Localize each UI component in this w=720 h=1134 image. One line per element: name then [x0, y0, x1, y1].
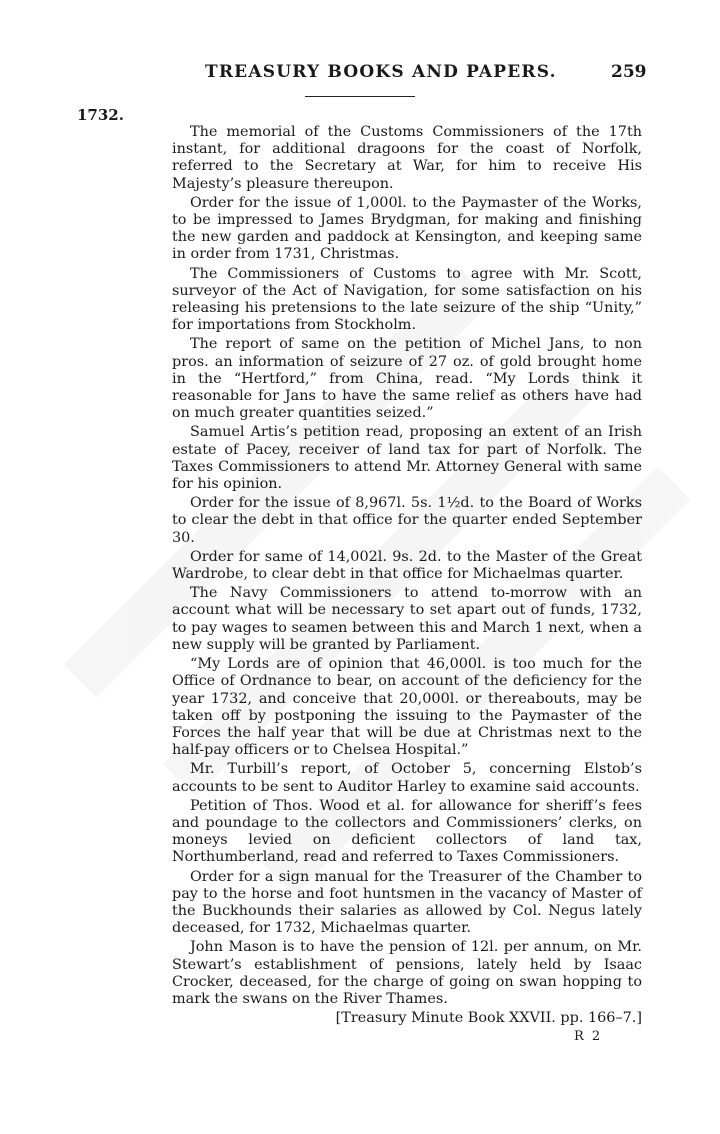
header-rule — [305, 96, 415, 97]
paragraph: The Commissioners of Customs to agree with Mr. Scott, surveyor of the Act of Navigation, for some satisfaction on his releasing his pretensions to the late seizure of the ship “Unity,” for importations from Stockholm. — [172, 265, 642, 334]
running-title: TREASURY BOOKS AND PAPERS. — [205, 62, 557, 82]
paragraph: Order for the issue of 8,967l. 5s. 1½d. to the Board of Works to clear the debt in that office for the quarter ended September 30. — [172, 495, 642, 546]
paragraph: The Navy Commissioners to attend to-morrow with an account what will be necessary to set apart out of funds, 1732, to pay wages to seamen between this and March 1 next, when a new supply will be granted by Parliament. — [172, 585, 642, 653]
paragraph: Order for a sign manual for the Treasurer of the Chamber to pay to the horse and foot huntsmen in the vacancy of Master of the Buckhounds their salaries as allowed by Col. Negus lately deceased, for 1732, Michaelmas quarter. — [172, 868, 642, 937]
paragraph: Petition of Thos. Wood et al. for allowance for sheriff’s fees and poundage to the collectors and Commissioners’ clerks, on moneys levied on deficient collectors of land tax, Northumberland, read and referred to Taxes Commissioners. — [172, 797, 642, 866]
paragraph: The memorial of the Customs Commissioners of the 17th instant, for additional dragoons for the coast of Norfolk, referred to the Secretary at War, for him to receive His Majesty’s pleasure thereupon. — [172, 124, 642, 192]
paragraph: John Mason is to have the pension of 12l. per annum, on Mr. Stewart’s establishment of pensions, lately held by Isaac Crocker, deceased, for the charge of going on swan hopping to mark the swans on the River Thames. — [172, 939, 642, 1007]
paragraph: Samuel Artis’s petition read, proposing an extent of an Irish estate of Pacey, receiver of land tax for part of Norfolk. The Taxes Commissioners to attend Mr. Attorney General with same for his opinion. — [172, 424, 642, 493]
paragraph: “My Lords are of opinion that 46,000l. is too much for the Office of Ordnance to bear, on account of the deficiency for the year 1732, and conceive that 20,000l. or thereabouts, may be taken off by postponing the issuing to the Paymaster of the Forces the half year that will be due at Christmas next to the half-pay officers or to Chelsea Hospital.” — [172, 656, 642, 759]
page-number: 259 — [611, 62, 647, 82]
paragraph: Mr. Turbill’s report, of October 5, concerning Elstob’s accounts to be sent to Auditor Harley to examine said accounts. — [172, 761, 642, 795]
body-text — [172, 124, 642, 1027]
signature-mark: R 2 — [574, 1029, 603, 1044]
paragraph: Order for same of 14,002l. 9s. 2d. to the Master of the Great Wardrobe, to clear debt in that office for Michaelmas quarter. — [172, 548, 642, 583]
page-header — [0, 62, 720, 86]
source-citation: [Treasury Minute Book XXVII. pp. 166–7.] — [335, 1010, 642, 1027]
year-label: 1732. — [77, 106, 124, 124]
paragraph: Order for the issue of 1,000l. to the Paymaster of the Works, to be impressed to James Brydgman, for making and finishing the new garden and paddock at Kensington, and keeping same in order from 1731, Christmas. — [172, 194, 642, 263]
paragraph: The report of same on the petition of Michel Jans, to non pros. an information of seizure of 27 oz. of gold brought home in the “Hertford,” from China, read. “My Lords think it reasonable for Jans to have the same relief as others have had on much greater quantities seized.” — [172, 336, 642, 422]
